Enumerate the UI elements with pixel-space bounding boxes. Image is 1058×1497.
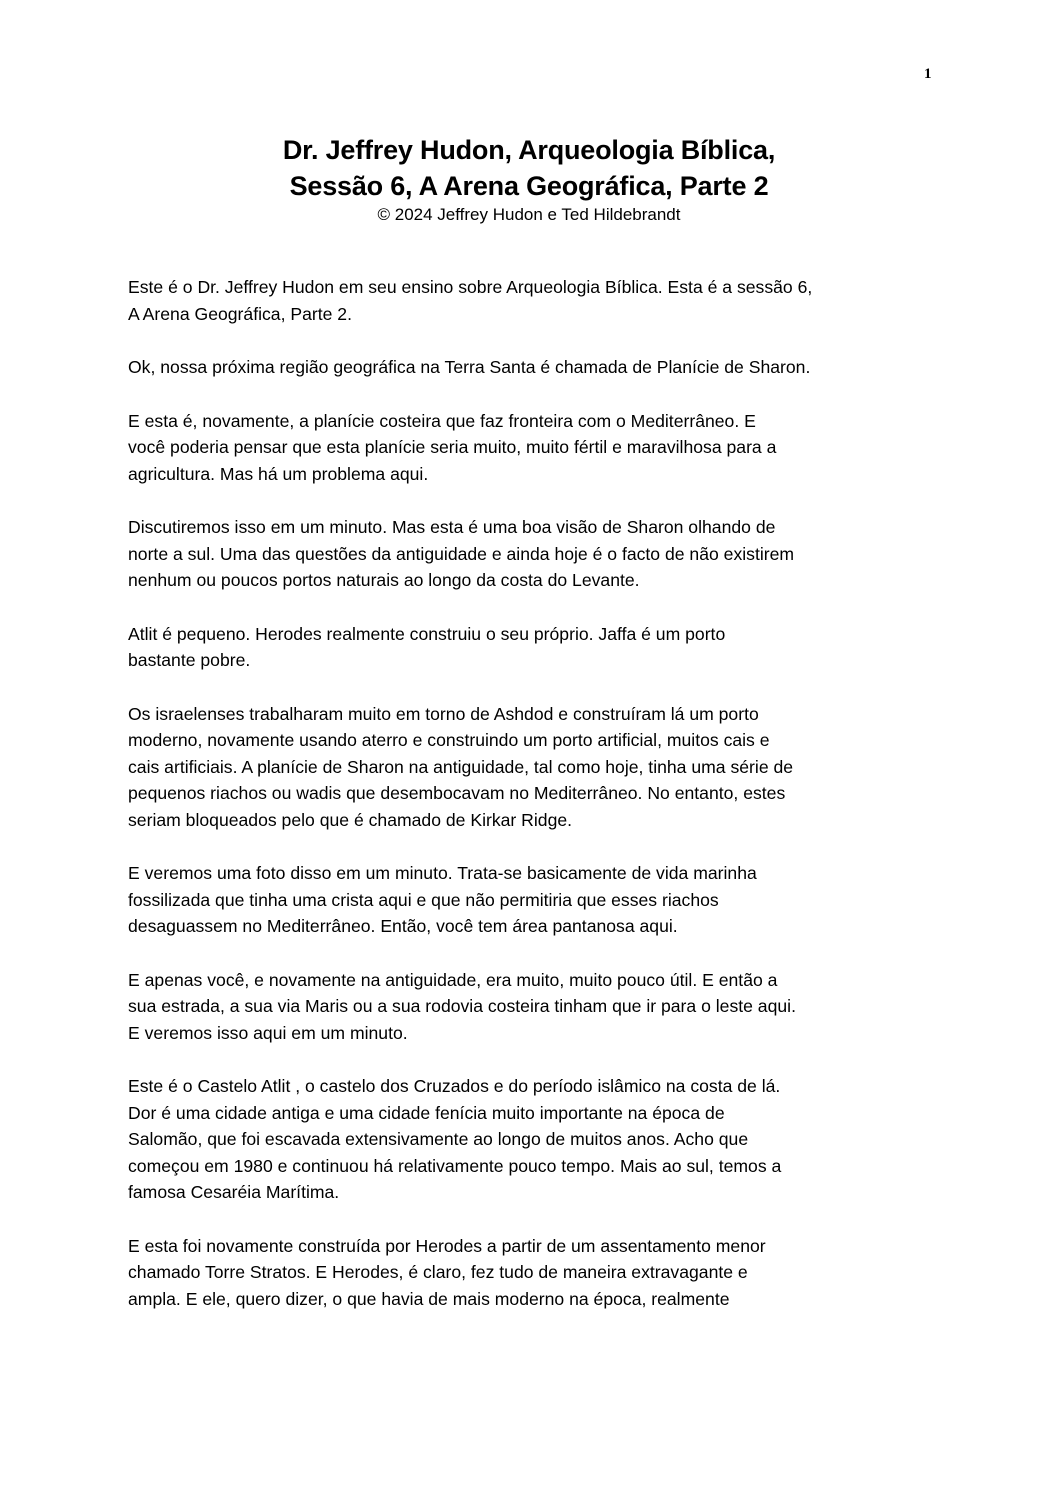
text-line: Este é o Castelo Atlit , o castelo dos Cruzados e do período islâmico na costa de lá. xyxy=(128,1076,781,1096)
text-line: Discutiremos isso em um minuto. Mas esta é uma boa visão de Sharon olhando de xyxy=(128,517,776,537)
text-line: A Arena Geográfica, Parte 2. xyxy=(128,303,352,324)
paragraph xyxy=(128,701,948,834)
text-line: pequenos riachos ou wadis que desembocavam no Mediterrâneo. No entanto, estes xyxy=(128,783,786,803)
paragraph xyxy=(128,408,948,488)
paragraph xyxy=(128,274,948,327)
text-line: começou em 1980 e continuou há relativamente pouco tempo. Mais ao sul, temos a xyxy=(128,1155,782,1176)
paragraph xyxy=(128,967,948,1047)
text-line: moderno, novamente usando aterro e construindo um porto artificial, muitos cais e xyxy=(128,730,770,750)
text-line: famosa Cesaréia Marítima. xyxy=(128,1182,340,1202)
text-line: agricultura. Mas há um problema aqui. xyxy=(128,463,429,484)
text-line: bastante pobre. xyxy=(128,650,251,670)
paragraph xyxy=(128,514,948,594)
title-line-2: Sessão 6, A Arena Geográfica, Parte 2 xyxy=(289,171,769,201)
text-line: Dor é uma cidade antiga e uma cidade fenícia muito importante na época de xyxy=(128,1102,725,1123)
text-line: chamado Torre Stratos. E Herodes, é claro, fez tudo de maneira extravagante e xyxy=(128,1262,748,1282)
text-line: Os israelenses trabalharam muito em torno de Ashdod e construíram lá um porto xyxy=(128,703,759,724)
text-line: E apenas você, e novamente na antiguidade, era muito, muito pouco útil. E então a xyxy=(128,969,778,990)
paragraph xyxy=(128,354,948,381)
document-header xyxy=(0,132,1058,228)
text-line: sua estrada, a sua via Maris ou a sua rodovia costeira tinham que ir para o leste aqui. xyxy=(128,996,796,1016)
paragraph xyxy=(128,1073,948,1206)
paragraph xyxy=(128,1233,948,1313)
text-line: você poderia pensar que esta planície seria muito, muito fértil e maravilhosa para a xyxy=(128,437,777,457)
copyright-notice: © 2024 Jeffrey Hudon e Ted Hildebrandt xyxy=(377,205,681,224)
title-line-1: Dr. Jeffrey Hudon, Arqueologia Bíblica, xyxy=(282,135,776,165)
text-line: nenhum ou poucos portos naturais ao longo da costa do Levante. xyxy=(128,570,640,590)
text-line: E veremos isso aqui em um minuto. xyxy=(128,1022,408,1043)
text-line: Este é o Dr. Jeffrey Hudon em seu ensino sobre Arqueologia Bíblica. Esta é a sessão 6, xyxy=(128,277,813,297)
text-line: E veremos uma foto disso em um minuto. Trata-se basicamente de vida marinha xyxy=(128,863,757,883)
text-line: Atlit é pequeno. Herodes realmente construiu o seu próprio. Jaffa é um porto xyxy=(128,623,726,644)
text-line: desaguassem no Mediterrâneo. Então, você tem área pantanosa aqui. xyxy=(128,916,678,936)
document-body xyxy=(128,274,948,1339)
text-line: norte a sul. Uma das questões da antiguidade e ainda hoje é o facto de não existirem xyxy=(128,543,795,564)
text-line: cais artificiais. A planície de Sharon na antiguidade, tal como hoje, tinha uma série de xyxy=(128,756,794,777)
text-line: E esta foi novamente construída por Herodes a partir de um assentamento menor xyxy=(128,1235,766,1256)
page-number: 1 xyxy=(924,66,932,82)
text-line: Ok, nossa próxima região geográfica na Terra Santa é chamada de Planície de Sharon. xyxy=(128,357,811,377)
text-line: Salomão, que foi escavada extensivamente ao longo de muitos anos. Acho que xyxy=(128,1129,749,1149)
text-line: fossilizada que tinha uma crista aqui e que não permitiria que esses riachos xyxy=(128,889,719,910)
paragraph xyxy=(128,860,948,940)
text-line: seriam bloqueados pelo que é chamado de Kirkar Ridge. xyxy=(128,809,573,830)
text-line: ampla. E ele, quero dizer, o que havia de mais moderno na época, realmente xyxy=(128,1288,730,1309)
paragraph xyxy=(128,621,948,674)
text-line: E esta é, novamente, a planície costeira que faz fronteira com o Mediterrâneo. E xyxy=(128,410,756,431)
